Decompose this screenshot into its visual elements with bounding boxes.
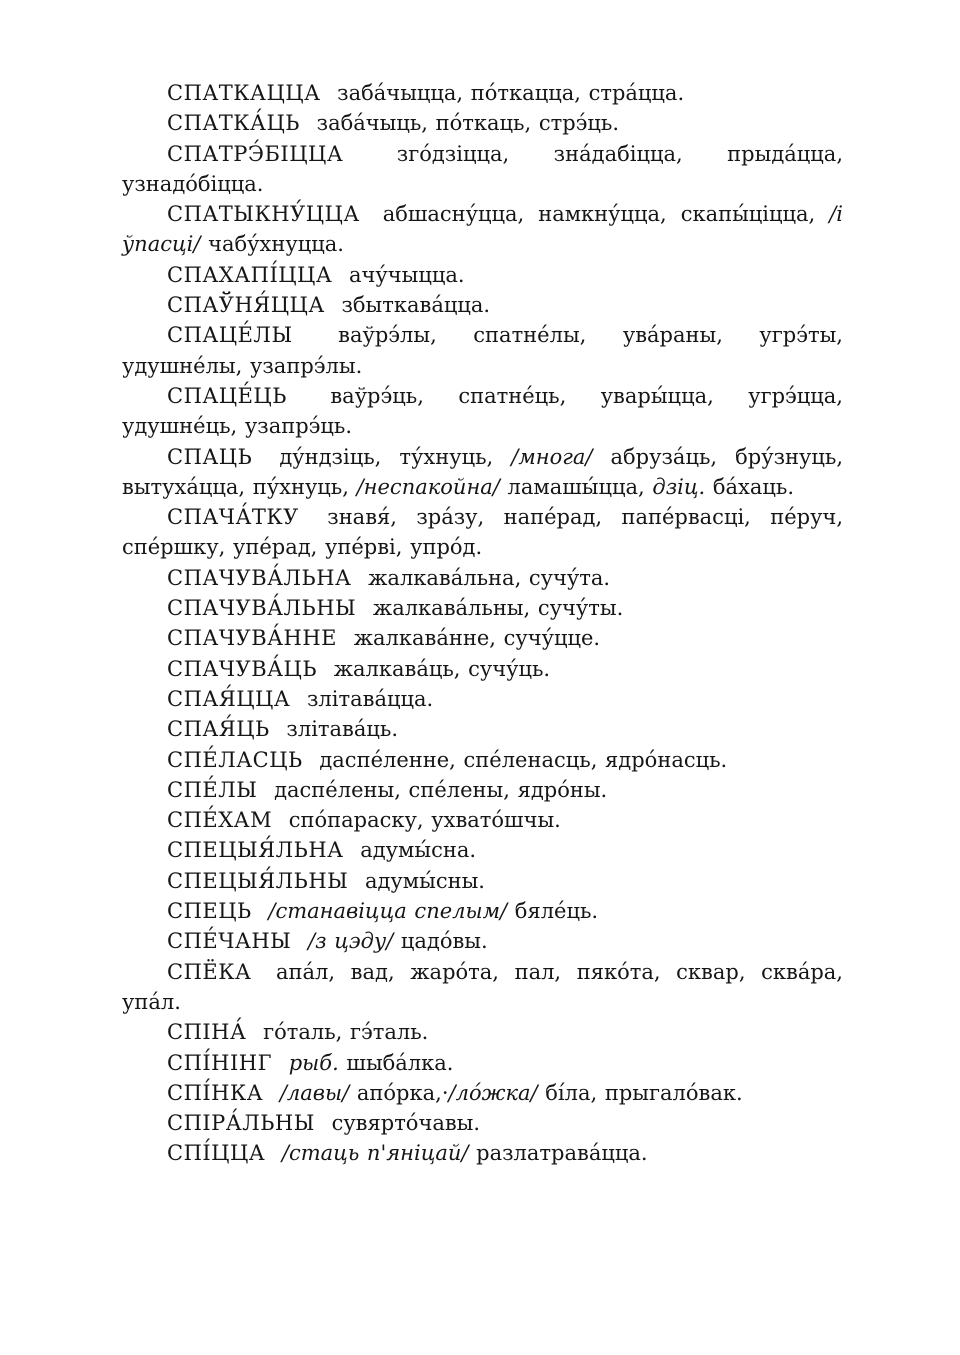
entry-synonyms: заба́чыцца, по́ткацца, стра́цца. [337, 81, 685, 105]
entry-headword: СПЕ́ЛАСЦЬ [167, 747, 303, 772]
entry-synonyms: спо́параску, ухвато́шчы. [288, 808, 561, 833]
entry-synonyms: збыткава́цца. [341, 293, 491, 318]
entry-headword: СПАЧУВА́ЦЬ [167, 656, 317, 681]
entry-synonyms: шыба́лка. [338, 1050, 454, 1075]
dictionary-entry [122, 502, 843, 563]
dictionary-entry [122, 563, 843, 593]
dictionary-entry [122, 1048, 843, 1078]
dictionary-entry [122, 714, 843, 744]
entry-headword: СПЕЦЫЯ́ЛЬНЫ [167, 868, 349, 893]
dictionary-entry [122, 926, 843, 956]
entry-synonyms: разлатрава́цца. [468, 1141, 648, 1166]
entry-synonyms: злітава́цца. [306, 686, 434, 711]
entry-synonyms: го́таль, гэ́таль. [263, 1020, 429, 1045]
entry-headword: СПАЦЬ [167, 444, 253, 469]
entry-synonyms: апа́л, вад, жаро́та, пал, пяко́та, сквар, сква́ра, упа́л. [122, 959, 843, 1014]
dictionary-entry [122, 957, 843, 1018]
dictionary-entries [122, 78, 843, 1169]
dictionary-entry [122, 654, 843, 684]
entry-usage-note: /неспакойна/ [356, 474, 500, 499]
entry-synonyms: ваўрэ́лы, спатне́лы, ува́раны, угрэ́ты, удушне́лы, узапрэ́лы. [122, 323, 843, 378]
dictionary-entry [122, 805, 843, 835]
dictionary-entry [122, 623, 843, 653]
entry-headword: СПІ́НІНГ [167, 1050, 273, 1075]
entry-synonyms: абруза́ць, бру́знуць, вытуха́цца, пу́хнуць, [122, 444, 843, 499]
entry-usage-note: /стаць п'яніцай/ [281, 1141, 469, 1166]
entry-headword: СПАЯ́ЦЬ [167, 717, 270, 742]
entry-synonyms: ду́ндзіць, ту́хнуць, [279, 444, 512, 469]
entry-synonyms: бяле́ць. [507, 899, 599, 924]
dictionary-entry [122, 139, 843, 200]
dictionary-entry [122, 1138, 843, 1168]
dictionary-entry [122, 835, 843, 865]
dictionary-entry [122, 866, 843, 896]
entry-headword: СПАЦЕ́ЦЬ [167, 383, 287, 408]
entry-synonyms: ба́хаць. [705, 474, 795, 499]
entry-headword: СПІНА́ [167, 1020, 247, 1045]
entry-synonyms: сувярто́чавы. [331, 1111, 481, 1136]
entry-headword: СПАТКА́ЦЬ [167, 111, 300, 136]
dictionary-entry [122, 896, 843, 926]
dictionary-entry [122, 745, 843, 775]
entry-headword: СПАТЫКНУ́ЦЦА [167, 202, 360, 227]
dictionary-entry [122, 199, 843, 260]
entry-synonyms: даспе́лены, спе́лены, ядро́ны. [274, 777, 608, 802]
entry-synonyms: чабу́хнуцца. [200, 232, 344, 257]
entry-synonyms: абшасну́цца, намкну́цца, скапы́ціцца, [382, 202, 830, 227]
entry-synonyms: адумы́сны. [364, 868, 485, 893]
entry-usage-note: /лавы/ [279, 1080, 350, 1105]
entry-usage-note: /станавіцца спелым/ [268, 899, 508, 924]
entry-synonyms: цадо́вы. [393, 929, 488, 954]
entry-synonyms: ваўрэ́ць, спатне́ць, увары́цца, угрэ́цца, удушне́ць, узапрэ́ць. [122, 383, 843, 439]
entry-usage-note: /ло́жка/ [448, 1080, 538, 1105]
dictionary-entry [122, 78, 843, 108]
dictionary-entry [122, 260, 843, 290]
entry-headword: СПЕЦЬ [167, 899, 252, 924]
entry-headword: СПАЧУВА́ННЕ [167, 626, 337, 651]
entry-synonyms: жалкава́нне, сучу́цце. [353, 626, 601, 651]
entry-headword: СПЁКА [167, 959, 252, 984]
entry-headword: СПІ́НКА [167, 1080, 264, 1105]
entry-synonyms: злітава́ць. [286, 717, 399, 742]
dictionary-entry [122, 290, 843, 320]
entry-synonyms: адумы́сна. [360, 838, 477, 863]
entry-synonyms: жалкава́льна, сучу́та. [368, 565, 611, 590]
dictionary-entry [122, 442, 843, 503]
dictionary-entry [122, 108, 843, 138]
entry-headword: СПАТРЭ́БІЦЦА [167, 141, 344, 166]
entry-usage-note: /з цэду/ [308, 929, 394, 954]
entry-headword: СПЕ́ЛЫ [167, 777, 258, 802]
entry-usage-note: /многа/ [511, 444, 593, 469]
entry-synonyms: ламашы́цца, [499, 474, 653, 499]
entry-headword: СПАЎНЯ́ЦЦА [167, 293, 325, 318]
entry-usage-note: рыб. [288, 1050, 339, 1075]
entry-headword: СПАЯ́ЦЦА [167, 686, 291, 711]
entry-headword: СПАХАПІ́ЦЦА [167, 262, 333, 287]
entry-headword: СПЕЦЫЯ́ЛЬНА [167, 838, 344, 863]
entry-synonyms: заба́чыць, по́ткаць, стрэ́ць. [316, 111, 620, 136]
entry-synonyms: даспе́ленне, спе́ленасць, ядро́насць. [319, 747, 728, 772]
dictionary-entry [122, 1108, 843, 1138]
entry-headword: СПІ́ЦЦА [167, 1141, 266, 1166]
entry-usage-note: /і ўпасці/ [122, 202, 843, 257]
entry-synonyms: бі́ла, прыгало́вак. [537, 1080, 743, 1105]
entry-synonyms: зго́дзіцца, зна́дабіцца, прыда́цца, узнадо́біцца. [122, 141, 843, 196]
entry-synonyms: апо́рка,· [349, 1080, 449, 1105]
dictionary-entry [122, 684, 843, 714]
entry-synonyms: жалкава́ць, сучу́ць. [333, 656, 551, 681]
dictionary-entry [122, 593, 843, 623]
entry-headword: СПЕ́ЧАНЫ [167, 929, 292, 954]
entry-headword: СПЕ́ХАМ [167, 808, 273, 833]
dictionary-entry [122, 320, 843, 381]
entry-synonyms: жалкава́льны, сучу́ты. [372, 596, 624, 621]
entry-headword: СПІРА́ЛЬНЫ [167, 1111, 315, 1136]
entry-headword: СПАЧУВА́ЛЬНЫ [167, 596, 357, 621]
entry-usage-note: дзіц. [652, 474, 706, 499]
entry-synonyms: знавя́, зра́зу, напе́рад, папе́рвасці, пе́руч, спе́ршку, упе́рад, упе́рві, упро́д. [122, 505, 843, 560]
entry-headword: СПАЧУВА́ЛЬНА [167, 565, 352, 590]
entry-synonyms: ачу́чыцца. [348, 262, 465, 287]
dictionary-entry [122, 775, 843, 805]
dictionary-entry [122, 1017, 843, 1047]
entry-headword: СПАЦЕ́ЛЫ [167, 323, 293, 348]
dictionary-entry [122, 1078, 843, 1108]
entry-headword: СПАЧА́ТКУ [167, 505, 299, 530]
dictionary-entry [122, 381, 843, 442]
entry-headword: СПАТКАЦЦА [167, 81, 321, 105]
